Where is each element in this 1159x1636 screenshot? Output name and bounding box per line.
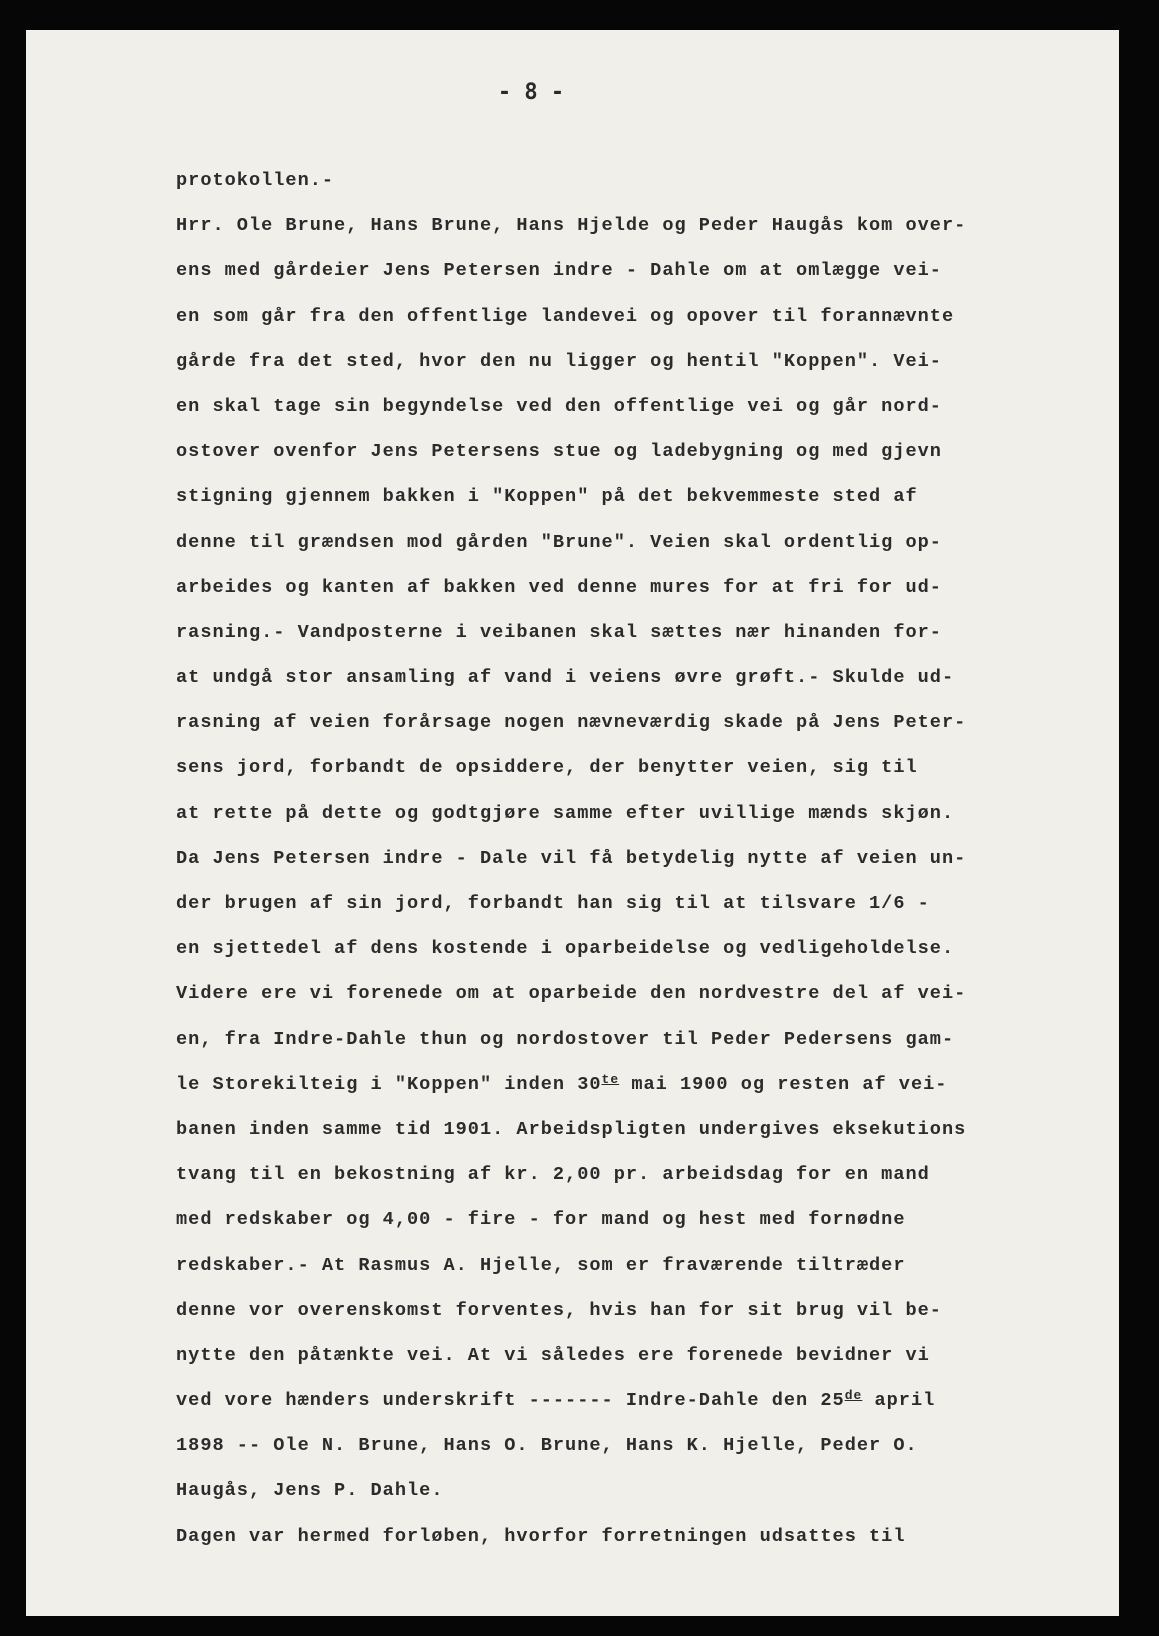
- text-line: Videre ere vi forenede om at oparbeide den nordvestre del af vei-: [176, 983, 967, 1005]
- text-line: at undgå stor ansamling af vand i veiens øvre grøft.- Skulde ud-: [176, 667, 955, 689]
- text-line: en, fra Indre-Dahle thun og nordostover til Peder Pedersens gam-: [176, 1028, 955, 1050]
- text-line: redskaber.- At Rasmus A. Hjelle, som er fraværende tiltræder: [176, 1254, 906, 1276]
- text-line: en sjettedel af dens kostende i oparbeidelse og vedligeholdelse.: [176, 938, 955, 960]
- text-line: Hrr. Ole Brune, Hans Brune, Hans Hjelde og Peder Haugås kom over-: [176, 215, 967, 237]
- text-line-signature: [176, 1378, 1076, 1423]
- text-segment: mai 1900 og resten af vei-: [619, 1073, 948, 1095]
- text-segment: ved vore hænders underskrift ------- Indre-Dahle den 25: [176, 1390, 845, 1412]
- text-segment: le Storekilteig i "Koppen" inden 30: [176, 1073, 602, 1095]
- page-number: - 8 -: [497, 80, 565, 105]
- text-line: tvang til en bekostning af kr. 2,00 pr. arbeidsdag for en mand: [176, 1164, 930, 1186]
- text-line: med redskaber og 4,00 - fire - for mand og hest med fornødne: [176, 1209, 906, 1231]
- text-line: 1898 -- Ole N. Brune, Hans O. Brune, Hans K. Hjelle, Peder O.: [176, 1435, 918, 1457]
- text-line: nytte den påtænkte vei. At vi således ere forenede bevidner vi: [176, 1344, 930, 1366]
- body-text: [176, 158, 1076, 1559]
- text-line: denne vor overenskomst forventes, hvis han for sit brug vil be-: [176, 1299, 942, 1321]
- text-line: banen inden samme tid 1901. Arbeidspligten undergives eksekutions: [176, 1118, 967, 1140]
- superscript: de: [844, 1388, 863, 1404]
- text-line: protokollen.-: [176, 170, 335, 191]
- text-line-storekilteig: [176, 1062, 1076, 1107]
- text-segment: april: [862, 1390, 936, 1412]
- text-line: Dagen var hermed forløben, hvorfor forretningen udsattes til: [176, 1525, 906, 1547]
- text-line: der brugen af sin jord, forbandt han sig til at tilsvare 1/6 -: [176, 893, 930, 914]
- text-line: gårde fra det sted, hvor den nu ligger og hentil "Koppen". Vei-: [176, 350, 942, 372]
- text-line: en skal tage sin begyndelse ved den offentlige vei og går nord-: [176, 395, 942, 417]
- text-line: sens jord, forbandt de opsiddere, der benytter veien, sig til: [176, 757, 918, 779]
- text-line: ostover ovenfor Jens Petersens stue og ladebygning og med gjevn: [176, 441, 942, 463]
- text-line: rasning af veien forårsage nogen nævneværdig skade på Jens Peter-: [176, 712, 967, 734]
- document-page: [26, 30, 1119, 1616]
- text-line: at rette på dette og godtgjøre samme efter uvillige mænds skjøn.: [176, 802, 955, 824]
- text-line: Haugås, Jens P. Dahle.: [176, 1480, 444, 1502]
- superscript: te: [601, 1071, 620, 1087]
- text-line: ens med gårdeier Jens Petersen indre - Dahle om at omlægge vei-: [176, 260, 942, 282]
- text-line: denne til grændsen mod gården "Brune". Veien skal ordentlig op-: [176, 531, 942, 553]
- text-line: stigning gjennem bakken i "Koppen" på det bekvemmeste sted af: [176, 486, 918, 508]
- text-line: en som går fra den offentlige landevei og opover til forannævnte: [176, 305, 955, 327]
- text-line: arbeides og kanten af bakken ved denne mures for at fri for ud-: [176, 576, 942, 598]
- text-line: Da Jens Petersen indre - Dale vil få betydelig nytte af veien un-: [176, 847, 967, 869]
- text-line: rasning.- Vandposterne i veibanen skal sættes nær hinanden for-: [176, 621, 942, 643]
